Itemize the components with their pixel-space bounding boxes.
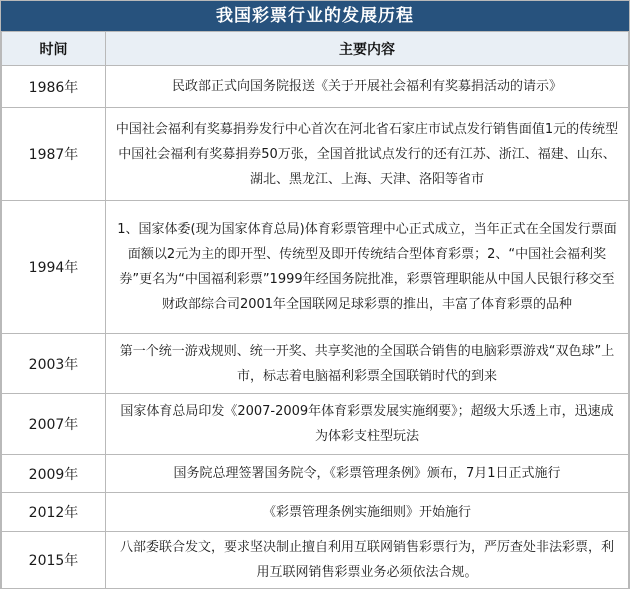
row-year: 2007年 <box>2 394 106 455</box>
row-year: 2009年 <box>2 455 106 493</box>
table-title: 我国彩票行业的发展历程 <box>1 1 629 31</box>
row-content: 八部委联合发文，要求坚决制止擅自利用互联网销售彩票行为，严厉查处非法彩票，利用互联网销售彩票业务必须依法合规。 <box>106 532 629 589</box>
row-content: 中国社会福利有奖募捐券发行中心首次在河北省石家庄市试点发行销售面值1元的传统型中国社会福利有奖募捐券50万张，全国首批试点发行的还有江苏、浙江、福建、山东、湖北、黑龙江、上海、天津、洛阳等省市 <box>106 108 629 201</box>
table-row <box>2 66 629 108</box>
row-content: 民政部正式向国务院报送《关于开展社会福利有奖募捐活动的请示》 <box>106 66 629 108</box>
row-year: 2003年 <box>2 334 106 394</box>
header-row <box>2 32 629 66</box>
header-content: 主要内容 <box>106 32 629 66</box>
header-time: 时间 <box>2 32 106 66</box>
table-row <box>2 334 629 394</box>
row-content: 第一个统一游戏规则、统一开奖、共享奖池的全国联合销售的电脑彩票游戏“双色球”上市，标志着电脑福利彩票全国联销时代的到来 <box>106 334 629 394</box>
row-year: 2012年 <box>2 493 106 532</box>
table-row <box>2 455 629 493</box>
row-content: 1、国家体委(现为国家体育总局)体育彩票管理中心正式成立，当年正式在全国发行票面面额以2元为主的即开型、传统型及即开传统结合型体育彩票；2、“中国社会福利奖券”更名为“中国福利彩票”1999年经国务院批准，彩票管理职能从中国人民银行移交至财政部综合司2001年全国联网足球彩票的推出，丰富了体育彩票的品种 <box>106 201 629 334</box>
row-year: 1986年 <box>2 66 106 108</box>
row-content: 《彩票管理条例实施细则》开始施行 <box>106 493 629 532</box>
row-year: 1994年 <box>2 201 106 334</box>
row-content: 国家体育总局印发《2007-2009年体育彩票发展实施纲要》；超级大乐透上市，迅速成为体彩支柱型玩法 <box>106 394 629 455</box>
table-row <box>2 493 629 532</box>
row-content: 国务院总理签署国务院令，《彩票管理条例》颁布，7月1日正式施行 <box>106 455 629 493</box>
row-year: 1987年 <box>2 108 106 201</box>
history-table <box>1 31 629 589</box>
table-row <box>2 532 629 589</box>
row-year: 2015年 <box>2 532 106 589</box>
table-row <box>2 201 629 334</box>
table-row <box>2 108 629 201</box>
table-row <box>2 394 629 455</box>
